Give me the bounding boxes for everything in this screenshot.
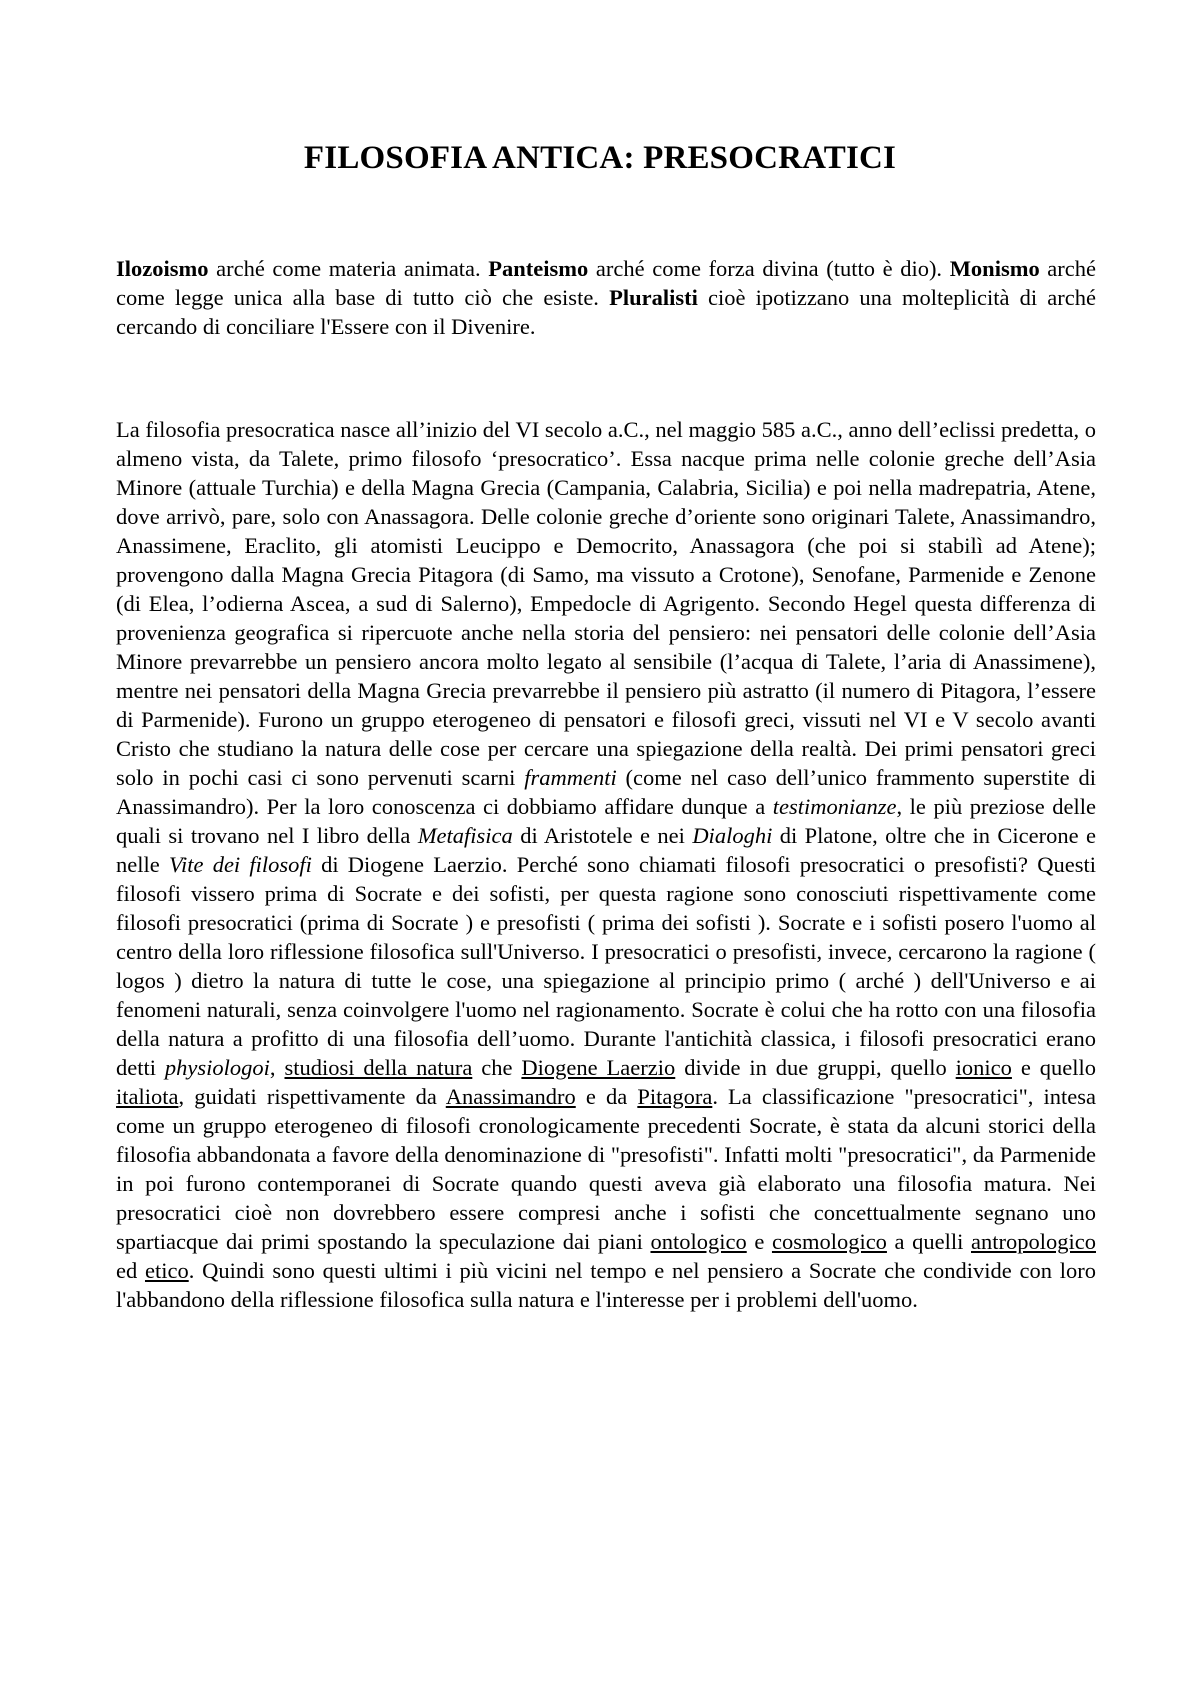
text-run: arché come materia animata. [208,256,489,281]
term-pluralisti: Pluralisti [609,285,698,310]
link-antropologico[interactable]: antropologico [971,1229,1096,1254]
text-run: e [746,1229,772,1254]
text-run: ed [116,1258,145,1283]
page-title: FILOSOFIA ANTICA: PRESOCRATICI [303,140,897,176]
paragraph-presocratic-philosophy [116,415,1096,1314]
text-run: arché come legge unica alla base di tutto ciò che esiste. [116,256,1097,310]
link-italiota[interactable]: italiota [116,1084,179,1109]
text-run: a quelli [886,1229,971,1254]
italic-dialoghi: Dialoghi [692,823,773,848]
italic-physiologoi: physiologoi [164,1055,270,1080]
paragraph-definitions [116,254,1096,341]
italic-vite-dei-filosofi: Vite dei filosofi [168,852,312,877]
link-cosmologico[interactable]: cosmologico [771,1229,887,1254]
link-studiosi-della-natura[interactable]: studiosi della natura [284,1055,473,1080]
link-diogene-laerzio[interactable]: Diogene Laerzio [521,1055,676,1080]
term-panteismo: Panteismo [488,256,589,281]
term-monismo: Monismo [949,256,1040,281]
text-run: (come nel caso dell’unico frammento superstite di Anassimandro). Per la loro conoscenza ci dobbiamo affidare dunque a [116,765,1096,819]
link-anassimandro[interactable]: Anassimandro [445,1084,576,1109]
text-run: e quello [1011,1055,1097,1080]
text-run: divide in due gruppi, quello [675,1055,956,1080]
text-run: . Quindi sono questi ultimi i più vicini nel tempo e nel pensiero a Socrate che condivide con loro l'abbandono della riflessione filosofica sulla natura e l'interesse per i problemi dell'uomo. [116,1258,1096,1312]
link-etico[interactable]: etico [144,1258,189,1283]
link-ionico[interactable]: ionico [955,1055,1012,1080]
link-pitagora[interactable]: Pitagora [637,1084,713,1109]
text-run: . La classificazione "presocratici", intesa come un gruppo eterogeneo di filosofi cronologicamente precedenti Socrate, è stata da alcuni storici della filosofia abbandonata a favore della denominazione di "presofisti". Infatti molti "presocratici", da Parmenide in poi furono contemporanei di Socrate quando questi aveva già elaborato una filosofia matura. Nei presocratici cioè non dovrebbero essere compresi anche i sofisti che concettualmente segnano uno spartiacque dai primi spostando la speculazione dai piani [116,1084,1096,1254]
text-run: che [472,1055,522,1080]
text-run: cioè ipotizzano una molteplicità di arché cercando di conciliare l'Essere con il Divenire. [116,285,1096,339]
text-run: , guidati rispettivamente da [178,1084,446,1109]
text-run: , [269,1055,285,1080]
text-run: , le più preziose delle quali si trovano nel I libro della [116,794,1096,848]
italic-testimonianze: testimonianze [772,794,897,819]
italic-frammenti: frammenti [524,765,617,790]
text-run: di Diogene Laerzio. Perché sono chiamati filosofi presocratici o presofisti? Questi filosofi vissero prima di Socrate e dei sofisti, per questa ragione sono conosciuti rispettivamente come filosofi presocratici (prima di Socrate ) e presofisti ( prima dei sofisti ). Socrate e i sofisti posero l'uomo al centro della loro riflessione filosofica sull'Universo. I presocratici o presofisti, invece, cercarono la ragione ( logos ) dietro la natura di tutte le cose, una spiegazione al principio primo ( arché ) dell'Universo e ai fenomeni naturali, senza coinvolgere l'uomo nel ragionamento. Socrate è colui che ha rotto con una filosofia della natura a profitto di una filosofia dell’uomo. Durante l'antichità classica, i filosofi presocratici erano detti [116,852,1096,1080]
text-run: di Platone, oltre che in Cicerone e nelle [116,823,1096,877]
text-run: arché come forza divina (tutto è dio). [588,256,950,281]
text-run: di Aristotele e nei [512,823,693,848]
text-run: La filosofia presocratica nasce all’inizio del VI secolo a.C., nel maggio 585 a.C., anno dell’eclissi predetta, o almeno vista, da Talete, primo filosofo ‘presocratico’. Essa nacque prima nelle colonie greche dell’Asia Minore (attuale Turchia) e della Magna Grecia (Campania, Calabria, Sicilia) e poi nella madrepatria, Atene, dove arrivò, pare, solo con Anassagora. Delle colonie greche d’oriente sono originari Talete, Anassimandro, Anassimene, Eraclito, gli atomisti Leucippo e Democrito, Anassagora (che poi si stabilì ad Atene); provengono dalla Magna Grecia Pitagora (di Samo, ma vissuto a Crotone), Senofane, Parmenide e Zenone (di Elea, l’odierna Ascea, a sud di Salerno), Empedocle di Agrigento. Secondo Hegel questa differenza di provenienza geografica si ripercuote anche nella storia del pensiero: nei pensatori delle colonie dell’Asia Minore prevarrebbe un pensiero ancora molto legato al sensibile (l’acqua di Talete, l’aria di Anassimene), mentre nei pensatori della Magna Grecia prevarrebbe il pensiero più astratto (il numero di Pitagora, l’essere di Parmenide). Furono un gruppo eterogeneo di pensatori e filosofi greci, vissuti nel VI e V secolo avanti Cristo che studiano la natura delle cose per cercare una spiegazione della realtà. Dei primi pensatori greci solo in pochi casi ci sono pervenuti scarni [116,417,1096,790]
italic-metafisica: Metafisica [417,823,513,848]
text-run: e da [575,1084,638,1109]
term-ilozoismo: Ilozoismo [116,256,209,281]
link-ontologico[interactable]: ontologico [650,1229,747,1254]
